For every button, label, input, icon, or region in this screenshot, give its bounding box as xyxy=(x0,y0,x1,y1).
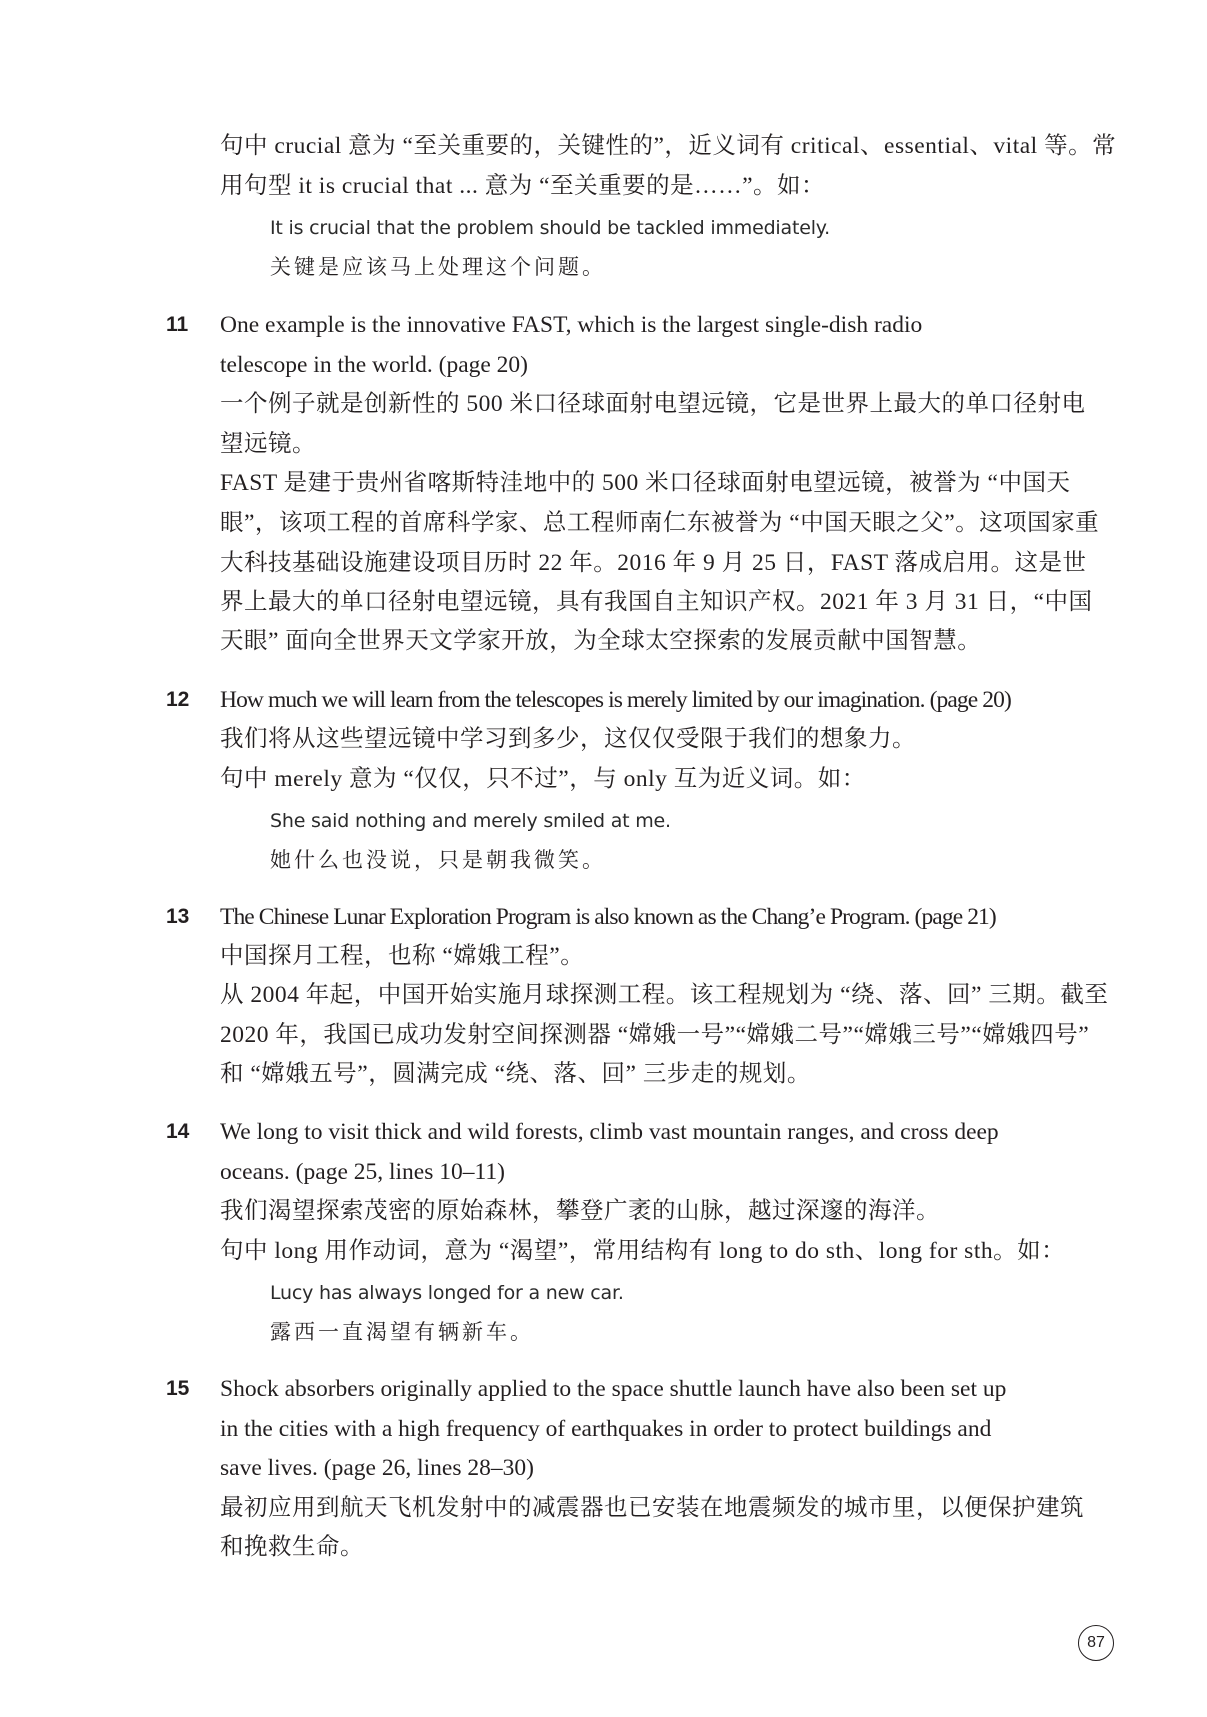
translation-line: 一个例子就是创新性的 500 米口径球面射电望远镜，它是世界上最大的单口径射电 xyxy=(220,391,1086,417)
example-english: Lucy has always longed for a new car. xyxy=(270,1282,624,1304)
note-line: 用句型 it is crucial that ... 意为 “至关重要的是……”。如： xyxy=(220,173,826,199)
item-number: 12 xyxy=(166,688,190,711)
sentence-line: save lives. (page 26, lines 28–30) xyxy=(220,1455,534,1481)
sentence-line: in the cities with a high frequency of earthquakes in order to protect buildings and xyxy=(220,1416,992,1442)
note-line: 天眼” 面向全世界天文学家开放，为全球太空探索的发展贡献中国智慧。 xyxy=(220,628,982,654)
item-number: 14 xyxy=(166,1120,190,1143)
note-line: 句中 long 用作动词，意为 “渴望”，常用结构有 long to do sth、long for sth。如： xyxy=(220,1238,1066,1264)
sentence-line: How much we will learn from the telescopes is merely limited by our imagination. (page 20) xyxy=(220,687,1011,713)
translation-line: 和挽救生命。 xyxy=(220,1534,364,1560)
translation-line: 望远镜。 xyxy=(220,431,316,457)
note-line: 眼”，该项工程的首席科学家、总工程师南仁东被誉为 “中国天眼之父”。这项国家重 xyxy=(220,510,1100,536)
sentence-line: oceans. (page 25, lines 10–11) xyxy=(220,1159,505,1185)
page-number: 87 xyxy=(1078,1625,1114,1661)
note-line: 从 2004 年起，中国开始实施月球探测工程。该工程规划为 “绕、落、回” 三期。截至 xyxy=(220,982,1109,1008)
example-chinese: 她什么也没说，只是朝我微笑。 xyxy=(270,848,606,872)
note-line: 界上最大的单口径射电望远镜，具有我国自主知识产权。2021 年 3 月 31 日，“中国 xyxy=(220,589,1093,615)
item-number: 11 xyxy=(166,313,189,336)
example-chinese: 露西一直渴望有辆新车。 xyxy=(270,1320,534,1344)
sentence-line: Shock absorbers originally applied to the space shuttle launch have also been set up xyxy=(220,1376,1007,1402)
sentence-line: We long to visit thick and wild forests, climb vast mountain ranges, and cross deep xyxy=(220,1119,999,1145)
note-line: 和 “嫦娥五号”，圆满完成 “绕、落、回” 三步走的规划。 xyxy=(220,1061,811,1087)
note-line: FAST 是建于贵州省喀斯特洼地中的 500 米口径球面射电望远镜，被誉为 “中国天 xyxy=(220,470,1071,496)
note-line: 2020 年，我国已成功发射空间探测器 “嫦娥一号”“嫦娥二号”“嫦娥三号”“嫦娥四号” xyxy=(220,1022,1090,1048)
translation-line: 我们渴望探索茂密的原始森林，攀登广袤的山脉，越过深邃的海洋。 xyxy=(220,1198,940,1224)
translation-line: 最初应用到航天飞机发射中的减震器也已安装在地震频发的城市里，以便保护建筑 xyxy=(220,1495,1084,1521)
item-number: 15 xyxy=(166,1377,190,1400)
note-line: 句中 merely 意为 “仅仅，只不过”，与 only 互为近义词。如： xyxy=(220,766,866,792)
translation-line: 中国探月工程，也称 “嫦娥工程”。 xyxy=(220,943,585,969)
example-english: It is crucial that the problem should be tackled immediately. xyxy=(270,217,830,239)
note-line: 句中 crucial 意为 “至关重要的，关键性的”，近义词有 critical、essential、vital 等。常 xyxy=(220,133,1117,159)
example-chinese: 关键是应该马上处理这个问题。 xyxy=(270,255,606,279)
note-line: 大科技基础设施建设项目历时 22 年。2016 年 9 月 25 日，FAST 落成启用。这是世 xyxy=(220,550,1087,576)
item-number: 13 xyxy=(166,905,190,928)
example-english: She said nothing and merely smiled at me. xyxy=(270,810,671,832)
sentence-line: One example is the innovative FAST, which is the largest single-dish radio xyxy=(220,312,923,338)
sentence-line: telescope in the world. (page 20) xyxy=(220,352,529,378)
sentence-line: The Chinese Lunar Exploration Program is also known as the Chang’e Program. (page 21) xyxy=(220,904,996,930)
translation-line: 我们将从这些望远镜中学习到多少，这仅仅受限于我们的想象力。 xyxy=(220,726,916,752)
